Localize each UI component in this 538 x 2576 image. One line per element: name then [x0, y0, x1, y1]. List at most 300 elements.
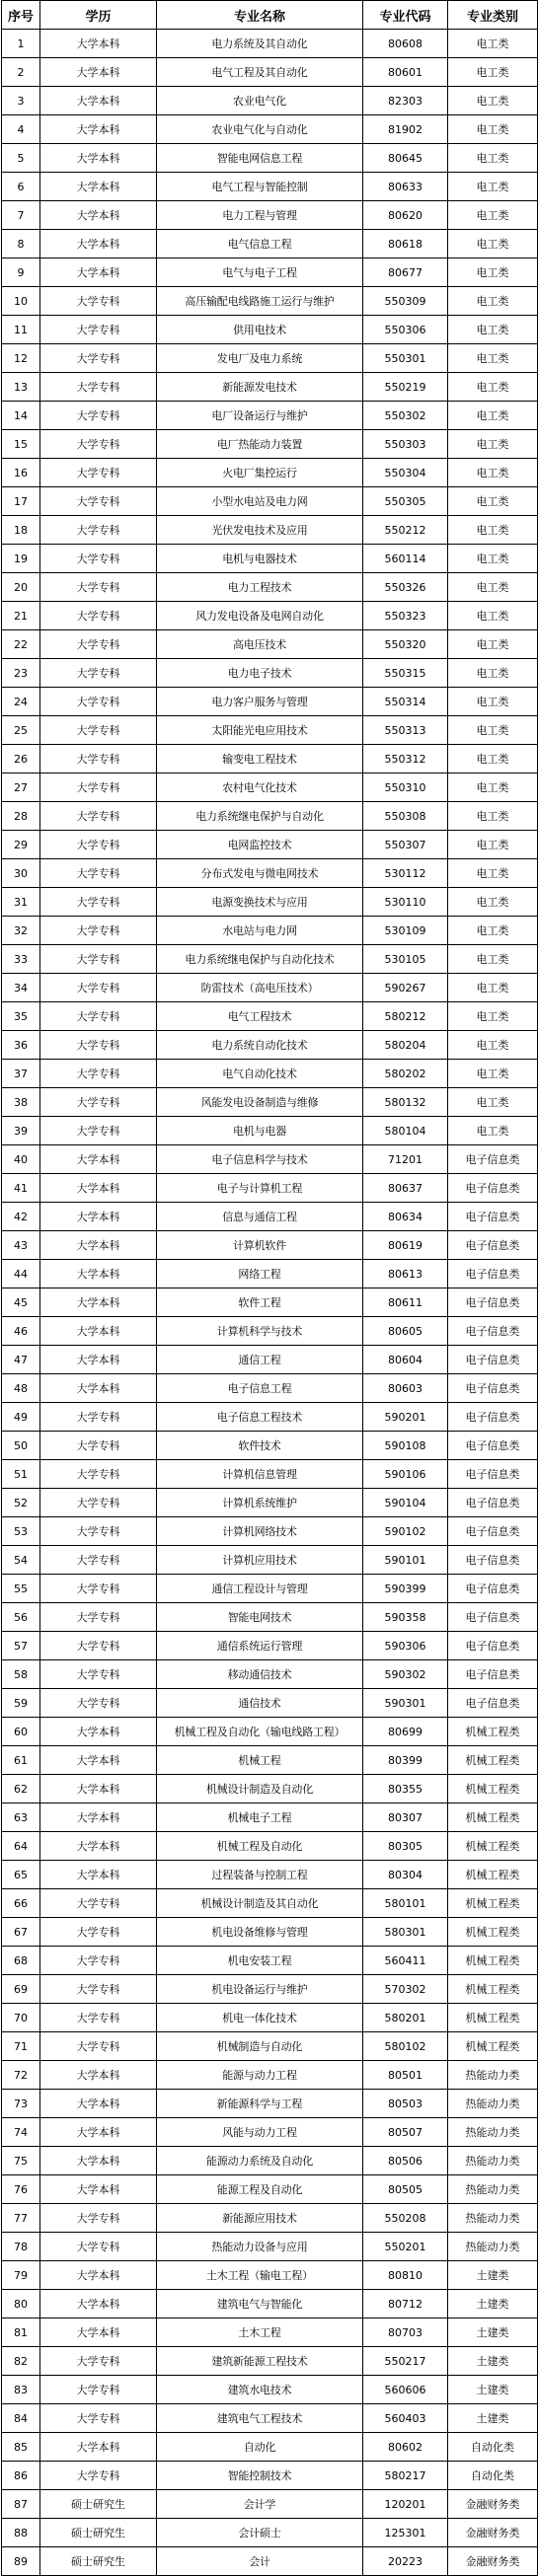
cell-major-code: 80505 — [363, 2175, 448, 2204]
cell-major-code: 80307 — [363, 1803, 448, 1832]
cell-degree: 大学专科 — [40, 1117, 157, 1145]
cell-major-category: 电子信息类 — [448, 1460, 538, 1489]
table-row — [2, 2318, 538, 2347]
cell-index: 20 — [2, 573, 40, 602]
cell-degree: 大学专科 — [40, 888, 157, 917]
cell-degree: 大学专科 — [40, 773, 157, 802]
table-row — [2, 2490, 538, 2519]
cell-major-code: 550304 — [363, 459, 448, 487]
cell-index: 88 — [2, 2519, 40, 2547]
cell-degree: 大学本科 — [40, 2090, 157, 2118]
cell-major-name: 建筑水电技术 — [157, 2376, 363, 2404]
cell-major-code: 580132 — [363, 1088, 448, 1117]
cell-major-name: 防雷技术（高电压技术） — [157, 974, 363, 1002]
cell-major-name: 能源与动力工程 — [157, 2061, 363, 2090]
cell-degree: 大学专科 — [40, 1689, 157, 1718]
table-row — [2, 1660, 538, 1689]
cell-degree: 大学专科 — [40, 1088, 157, 1117]
cell-major-name: 计算机科学与技术 — [157, 1317, 363, 1346]
cell-major-code: 80501 — [363, 2061, 448, 2090]
cell-major-code: 80703 — [363, 2318, 448, 2347]
table-row — [2, 831, 538, 859]
table-row — [2, 2376, 538, 2404]
cell-index: 63 — [2, 1803, 40, 1832]
cell-index: 10 — [2, 287, 40, 316]
cell-major-category: 热能动力类 — [448, 2090, 538, 2118]
cell-major-name: 机械制造与自动化 — [157, 2032, 363, 2061]
cell-major-code: 550310 — [363, 773, 448, 802]
cell-degree: 大学本科 — [40, 1231, 157, 1260]
cell-degree: 大学本科 — [40, 1260, 157, 1288]
cell-major-name: 电力客户服务与管理 — [157, 688, 363, 716]
cell-major-name: 电气信息工程 — [157, 230, 363, 258]
cell-index: 52 — [2, 1489, 40, 1517]
cell-major-code: 550312 — [363, 745, 448, 773]
cell-major-code: 550305 — [363, 487, 448, 516]
cell-major-name: 分布式发电与微电网技术 — [157, 859, 363, 888]
header-major-name: 专业名称 — [157, 1, 363, 30]
table-row — [2, 115, 538, 144]
cell-major-category: 热能动力类 — [448, 2233, 538, 2261]
cell-degree: 大学本科 — [40, 2261, 157, 2290]
table-row — [2, 2175, 538, 2204]
cell-major-category: 电子信息类 — [448, 1203, 538, 1231]
cell-major-category: 电工类 — [448, 487, 538, 516]
table-row — [2, 1203, 538, 1231]
table-row — [2, 1002, 538, 1031]
cell-degree: 大学专科 — [40, 917, 157, 945]
cell-degree: 大学专科 — [40, 1603, 157, 1632]
table-row — [2, 1517, 538, 1546]
cell-major-code: 80611 — [363, 1288, 448, 1317]
cell-major-category: 电工类 — [448, 773, 538, 802]
cell-major-category: 电工类 — [448, 716, 538, 745]
header-index: 序号 — [2, 1, 40, 30]
table-row — [2, 1117, 538, 1145]
cell-major-category: 电子信息类 — [448, 1174, 538, 1203]
table-row — [2, 2204, 538, 2233]
cell-major-name: 高电压技术 — [157, 630, 363, 659]
cell-major-category: 热能动力类 — [448, 2061, 538, 2090]
cell-major-code: 580204 — [363, 1031, 448, 1060]
cell-degree: 大学专科 — [40, 974, 157, 1002]
table-row — [2, 1947, 538, 1975]
cell-degree: 大学专科 — [40, 745, 157, 773]
cell-major-code: 550201 — [363, 2233, 448, 2261]
cell-degree: 大学本科 — [40, 87, 157, 115]
cell-major-name: 机械工程及自动化（输电线路工程） — [157, 1718, 363, 1746]
cell-major-name: 电力系统继电保护与自动化技术 — [157, 945, 363, 974]
cell-degree: 大学本科 — [40, 230, 157, 258]
cell-major-name: 热能动力设备与应用 — [157, 2233, 363, 2261]
cell-major-category: 机械工程类 — [448, 1832, 538, 1861]
cell-major-code: 125301 — [363, 2519, 448, 2547]
cell-index: 22 — [2, 630, 40, 659]
table-row — [2, 173, 538, 201]
table-row — [2, 344, 538, 373]
cell-index: 77 — [2, 2204, 40, 2233]
cell-major-name: 计算机系统维护 — [157, 1489, 363, 1517]
cell-major-name: 风力发电设备及电网自动化 — [157, 602, 363, 630]
cell-index: 60 — [2, 1718, 40, 1746]
cell-major-category: 机械工程类 — [448, 1718, 538, 1746]
cell-index: 7 — [2, 201, 40, 230]
table-row — [2, 1718, 538, 1746]
table-row — [2, 2233, 538, 2261]
cell-major-code: 530105 — [363, 945, 448, 974]
cell-major-code: 590358 — [363, 1603, 448, 1632]
table-row — [2, 287, 538, 316]
cell-major-code: 590102 — [363, 1517, 448, 1546]
table-row — [2, 2404, 538, 2433]
cell-degree: 大学专科 — [40, 2347, 157, 2376]
cell-index: 53 — [2, 1517, 40, 1546]
cell-major-category: 电工类 — [448, 144, 538, 173]
cell-major-category: 电工类 — [448, 917, 538, 945]
table-row — [2, 402, 538, 430]
table-row — [2, 1689, 538, 1718]
cell-major-name: 水电站与电力网 — [157, 917, 363, 945]
cell-major-name: 电网监控技术 — [157, 831, 363, 859]
cell-index: 72 — [2, 2061, 40, 2090]
cell-major-category: 机械工程类 — [448, 1975, 538, 2004]
cell-degree: 大学专科 — [40, 2233, 157, 2261]
cell-major-code: 80637 — [363, 1174, 448, 1203]
cell-index: 45 — [2, 1288, 40, 1317]
cell-degree: 大学专科 — [40, 1031, 157, 1060]
cell-major-code: 71201 — [363, 1145, 448, 1174]
cell-major-category: 电工类 — [448, 173, 538, 201]
cell-index: 46 — [2, 1317, 40, 1346]
cell-index: 18 — [2, 516, 40, 545]
cell-major-code: 550308 — [363, 802, 448, 831]
cell-major-category: 电工类 — [448, 87, 538, 115]
cell-degree: 大学本科 — [40, 1288, 157, 1317]
cell-degree: 大学专科 — [40, 402, 157, 430]
cell-index: 30 — [2, 859, 40, 888]
cell-major-name: 会计 — [157, 2547, 363, 2576]
cell-index: 13 — [2, 373, 40, 402]
cell-major-name: 会计学 — [157, 2490, 363, 2519]
cell-index: 50 — [2, 1432, 40, 1460]
table-row — [2, 430, 538, 459]
cell-major-category: 电子信息类 — [448, 1517, 538, 1546]
cell-major-name: 农业电气化 — [157, 87, 363, 115]
table-row — [2, 459, 538, 487]
cell-major-name: 电力电子技术 — [157, 659, 363, 688]
table-row — [2, 258, 538, 287]
cell-major-category: 机械工程类 — [448, 1803, 538, 1832]
table-row — [2, 58, 538, 87]
cell-degree: 大学本科 — [40, 1145, 157, 1174]
cell-major-category: 电工类 — [448, 1002, 538, 1031]
cell-major-code: 80503 — [363, 2090, 448, 2118]
cell-major-name: 机电设备运行与维护 — [157, 1975, 363, 2004]
table-row — [2, 1346, 538, 1374]
cell-major-name: 机械设计制造及其自动化 — [157, 1889, 363, 1918]
cell-index: 21 — [2, 602, 40, 630]
cell-major-name: 机械工程及自动化 — [157, 1832, 363, 1861]
cell-major-code: 580301 — [363, 1918, 448, 1947]
cell-major-code: 550320 — [363, 630, 448, 659]
cell-major-name: 发电厂及电力系统 — [157, 344, 363, 373]
cell-index: 44 — [2, 1260, 40, 1288]
cell-major-name: 会计硕士 — [157, 2519, 363, 2547]
cell-index: 15 — [2, 430, 40, 459]
cell-major-code: 80699 — [363, 1718, 448, 1746]
cell-major-name: 计算机信息管理 — [157, 1460, 363, 1489]
table-row — [2, 30, 538, 58]
cell-major-category: 电工类 — [448, 1117, 538, 1145]
table-row — [2, 1260, 538, 1288]
cell-major-code: 550306 — [363, 316, 448, 344]
cell-major-code: 590101 — [363, 1546, 448, 1575]
cell-index: 82 — [2, 2347, 40, 2376]
table-row — [2, 230, 538, 258]
cell-index: 24 — [2, 688, 40, 716]
cell-index: 19 — [2, 545, 40, 573]
cell-major-category: 电子信息类 — [448, 1260, 538, 1288]
cell-major-code: 80712 — [363, 2290, 448, 2318]
cell-major-name: 电力系统继电保护与自动化 — [157, 802, 363, 831]
cell-major-code: 550302 — [363, 402, 448, 430]
cell-major-name: 电子信息科学与技术 — [157, 1145, 363, 1174]
cell-index: 28 — [2, 802, 40, 831]
table-row — [2, 2290, 538, 2318]
cell-degree: 大学本科 — [40, 2318, 157, 2347]
cell-index: 3 — [2, 87, 40, 115]
cell-degree: 大学专科 — [40, 2204, 157, 2233]
cell-degree: 大学专科 — [40, 459, 157, 487]
cell-degree: 硕士研究生 — [40, 2547, 157, 2576]
cell-major-code: 80355 — [363, 1775, 448, 1803]
cell-degree: 大学本科 — [40, 1746, 157, 1775]
table-row — [2, 1403, 538, 1432]
cell-degree: 大学专科 — [40, 630, 157, 659]
cell-major-code: 80506 — [363, 2147, 448, 2175]
cell-degree: 大学本科 — [40, 2061, 157, 2090]
cell-major-code: 120201 — [363, 2490, 448, 2519]
cell-major-name: 机械工程 — [157, 1746, 363, 1775]
cell-degree: 大学专科 — [40, 545, 157, 573]
cell-major-category: 电工类 — [448, 802, 538, 831]
cell-major-name: 电机与电器技术 — [157, 545, 363, 573]
cell-index: 51 — [2, 1460, 40, 1489]
cell-degree: 大学专科 — [40, 516, 157, 545]
cell-degree: 大学专科 — [40, 1660, 157, 1689]
cell-major-name: 建筑电气工程技术 — [157, 2404, 363, 2433]
cell-major-name: 通信工程 — [157, 1346, 363, 1374]
table-row — [2, 545, 538, 573]
cell-degree: 大学本科 — [40, 1374, 157, 1403]
table-row — [2, 659, 538, 688]
cell-major-name: 机械设计制造及自动化 — [157, 1775, 363, 1803]
table-row — [2, 802, 538, 831]
header-degree: 学历 — [40, 1, 157, 30]
cell-major-name: 过程装备与控制工程 — [157, 1861, 363, 1889]
cell-degree: 大学专科 — [40, 716, 157, 745]
cell-degree: 大学专科 — [40, 373, 157, 402]
table-row — [2, 1575, 538, 1603]
majors-table — [1, 0, 538, 2576]
cell-degree: 大学本科 — [40, 1718, 157, 1746]
cell-major-category: 电子信息类 — [448, 1432, 538, 1460]
cell-major-category: 土建类 — [448, 2318, 538, 2347]
cell-degree: 大学本科 — [40, 144, 157, 173]
cell-major-name: 农村电气化技术 — [157, 773, 363, 802]
cell-major-name: 电力工程与管理 — [157, 201, 363, 230]
cell-major-code: 550309 — [363, 287, 448, 316]
cell-major-code: 590106 — [363, 1460, 448, 1489]
cell-major-code: 550301 — [363, 344, 448, 373]
cell-major-name: 电源变换技术与应用 — [157, 888, 363, 917]
table-row — [2, 2462, 538, 2490]
cell-major-category: 电工类 — [448, 1088, 538, 1117]
cell-index: 54 — [2, 1546, 40, 1575]
cell-degree: 大学本科 — [40, 2433, 157, 2462]
cell-major-name: 计算机软件 — [157, 1231, 363, 1260]
cell-major-code: 590306 — [363, 1632, 448, 1660]
cell-index: 68 — [2, 1947, 40, 1975]
cell-major-code: 560411 — [363, 1947, 448, 1975]
cell-major-category: 机械工程类 — [448, 1918, 538, 1947]
cell-major-category: 电工类 — [448, 287, 538, 316]
cell-degree: 大学本科 — [40, 2118, 157, 2147]
cell-degree: 大学本科 — [40, 115, 157, 144]
cell-major-category: 电工类 — [448, 545, 538, 573]
cell-degree: 大学专科 — [40, 659, 157, 688]
table-row — [2, 2519, 538, 2547]
table-row — [2, 859, 538, 888]
cell-major-category: 电子信息类 — [448, 1632, 538, 1660]
cell-major-category: 电工类 — [448, 1060, 538, 1088]
cell-major-name: 智能电网信息工程 — [157, 144, 363, 173]
cell-major-category: 电子信息类 — [448, 1489, 538, 1517]
cell-major-name: 计算机应用技术 — [157, 1546, 363, 1575]
table-row — [2, 917, 538, 945]
cell-major-name: 机械电子工程 — [157, 1803, 363, 1832]
cell-index: 26 — [2, 745, 40, 773]
cell-index: 31 — [2, 888, 40, 917]
cell-major-name: 信息与通信工程 — [157, 1203, 363, 1231]
cell-degree: 大学专科 — [40, 1002, 157, 1031]
table-row — [2, 487, 538, 516]
cell-major-name: 计算机网络技术 — [157, 1517, 363, 1546]
cell-major-code: 80507 — [363, 2118, 448, 2147]
cell-major-code: 80613 — [363, 1260, 448, 1288]
cell-index: 9 — [2, 258, 40, 287]
cell-degree: 大学专科 — [40, 1947, 157, 1975]
cell-major-name: 机电一体化技术 — [157, 2004, 363, 2032]
table-row — [2, 144, 538, 173]
table-row — [2, 773, 538, 802]
cell-major-code: 80603 — [363, 1374, 448, 1403]
cell-index: 36 — [2, 1031, 40, 1060]
table-row — [2, 1374, 538, 1403]
cell-degree: 大学本科 — [40, 1861, 157, 1889]
cell-index: 23 — [2, 659, 40, 688]
table-row — [2, 1889, 538, 1918]
table-row — [2, 2547, 538, 2576]
cell-major-category: 电工类 — [448, 573, 538, 602]
cell-major-category: 电工类 — [448, 58, 538, 87]
cell-index: 86 — [2, 2462, 40, 2490]
header-major-code: 专业代码 — [363, 1, 448, 30]
cell-major-code: 580212 — [363, 1002, 448, 1031]
cell-major-category: 电工类 — [448, 659, 538, 688]
cell-major-category: 机械工程类 — [448, 1889, 538, 1918]
cell-major-name: 自动化 — [157, 2433, 363, 2462]
cell-degree: 大学专科 — [40, 1918, 157, 1947]
cell-index: 32 — [2, 917, 40, 945]
cell-index: 65 — [2, 1861, 40, 1889]
table-row — [2, 1861, 538, 1889]
cell-index: 29 — [2, 831, 40, 859]
cell-degree: 大学本科 — [40, 1317, 157, 1346]
cell-major-code: 80620 — [363, 201, 448, 230]
cell-major-name: 电力工程技术 — [157, 573, 363, 602]
cell-major-name: 电气工程及其自动化 — [157, 58, 363, 87]
table-header-row — [2, 1, 538, 30]
cell-major-code: 80608 — [363, 30, 448, 58]
cell-degree: 大学本科 — [40, 1803, 157, 1832]
cell-index: 8 — [2, 230, 40, 258]
cell-degree: 大学专科 — [40, 1889, 157, 1918]
cell-degree: 大学专科 — [40, 573, 157, 602]
table-row — [2, 2004, 538, 2032]
cell-index: 6 — [2, 173, 40, 201]
table-row — [2, 602, 538, 630]
cell-major-name: 电子信息工程 — [157, 1374, 363, 1403]
cell-major-name: 农业电气化与自动化 — [157, 115, 363, 144]
cell-major-category: 电子信息类 — [448, 1374, 538, 1403]
cell-degree: 大学专科 — [40, 430, 157, 459]
cell-index: 75 — [2, 2147, 40, 2175]
table-row — [2, 1460, 538, 1489]
table-row — [2, 1832, 538, 1861]
cell-degree: 大学本科 — [40, 1174, 157, 1203]
cell-degree: 大学本科 — [40, 173, 157, 201]
cell-major-category: 热能动力类 — [448, 2118, 538, 2147]
cell-major-category: 电工类 — [448, 745, 538, 773]
cell-index: 76 — [2, 2175, 40, 2204]
cell-degree: 大学本科 — [40, 2175, 157, 2204]
cell-major-name: 电力系统及其自动化 — [157, 30, 363, 58]
cell-major-category: 电工类 — [448, 602, 538, 630]
cell-major-category: 电工类 — [448, 516, 538, 545]
cell-index: 39 — [2, 1117, 40, 1145]
cell-major-category: 机械工程类 — [448, 1775, 538, 1803]
cell-degree: 大学专科 — [40, 2032, 157, 2061]
cell-major-category: 土建类 — [448, 2290, 538, 2318]
cell-major-code: 580202 — [363, 1060, 448, 1088]
cell-major-category: 电子信息类 — [448, 1317, 538, 1346]
cell-major-code: 590201 — [363, 1403, 448, 1432]
cell-index: 5 — [2, 144, 40, 173]
table-row — [2, 1288, 538, 1317]
cell-major-name: 风能与动力工程 — [157, 2118, 363, 2147]
cell-major-category: 土建类 — [448, 2347, 538, 2376]
cell-major-category: 电工类 — [448, 402, 538, 430]
table-row — [2, 630, 538, 659]
cell-major-code: 80605 — [363, 1317, 448, 1346]
cell-index: 27 — [2, 773, 40, 802]
cell-index: 70 — [2, 2004, 40, 2032]
cell-major-code: 550212 — [363, 516, 448, 545]
cell-index: 81 — [2, 2318, 40, 2347]
cell-major-category: 金融财务类 — [448, 2490, 538, 2519]
cell-major-category: 电工类 — [448, 373, 538, 402]
